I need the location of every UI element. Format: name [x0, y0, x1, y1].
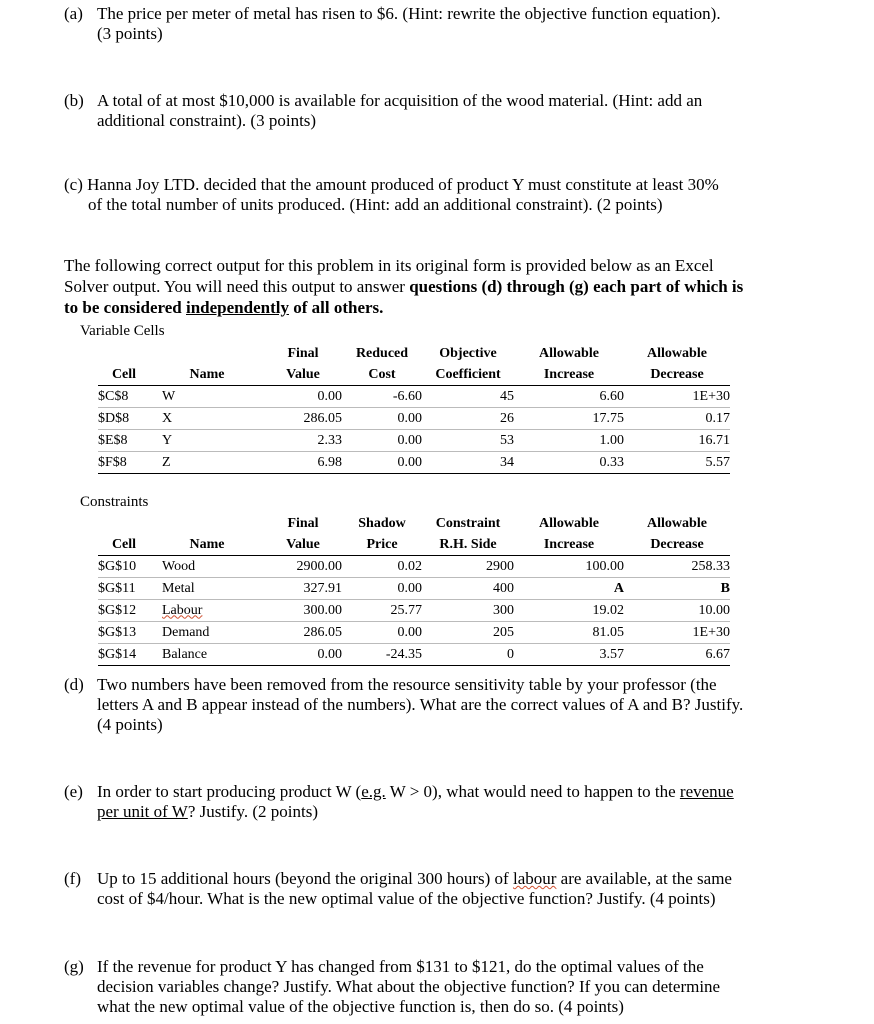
ct-h-bot-2: Value: [264, 534, 342, 556]
ct-row: [98, 644, 730, 666]
question-b-line1: A total of at most $10,000 is available for acquisition of the wood material. (Hint: add an: [97, 91, 703, 110]
variable-cells-header-top: [98, 343, 730, 364]
ct-row: [98, 556, 730, 578]
question-e-revenue: revenue: [679, 782, 734, 801]
ct-row: [98, 600, 730, 622]
question-f-line1: [97, 869, 732, 889]
vc-cell-text: X: [162, 410, 173, 426]
vc-cell-text: 286.05: [303, 410, 342, 426]
vc-cell-4: [422, 386, 514, 408]
vc-cell-4: [422, 430, 514, 452]
vc-cell-text: 26: [500, 410, 514, 426]
vc-cell-text: $E$8: [98, 432, 128, 448]
vc-h-bot-5: Increase: [514, 364, 624, 386]
vc-cell-1: [150, 430, 264, 452]
ct-cell-text: 300.00: [303, 602, 342, 618]
intro-line2-bold: questions (d) through (g) each part of which is: [409, 277, 744, 296]
vc-cell-6: [624, 430, 730, 452]
vc-cell-5: [514, 452, 624, 474]
vc-cell-text: 1.00: [599, 432, 624, 448]
ct-cell-text: 0: [507, 646, 514, 662]
ct-cell-text: $G$13: [98, 624, 137, 640]
ct-cell-text: 81.05: [592, 624, 624, 640]
vc-h-bot-4: Coefficient: [422, 364, 514, 386]
vc-cell-6: [624, 386, 730, 408]
vc-cell-text: 0.00: [397, 454, 422, 470]
ct-cell-text: $G$10: [98, 558, 137, 574]
question-f-line2: cost of $4/hour. What is the new optimal value of the objective function? Justify. (4 points): [97, 889, 716, 908]
question-e-line1: [97, 782, 734, 802]
ct-cell-text: 205: [493, 624, 514, 640]
ct-h-top-4: Constraint: [435, 515, 501, 531]
vc-cell-6: [624, 452, 730, 474]
ct-cell-3: [342, 622, 422, 644]
ct-row: [98, 578, 730, 600]
vc-cell-0: [98, 408, 150, 430]
ct-cell-text: $G$14: [98, 646, 137, 662]
vc-cell-text: Y: [162, 432, 173, 448]
vc-h-top-5: Allowable: [539, 345, 599, 361]
vc-cell-text: 2.33: [317, 432, 342, 448]
vc-h-bot-1: Name: [150, 364, 264, 386]
ct-cell-text: 258.33: [691, 558, 730, 574]
variable-cells-table: [98, 343, 730, 474]
constraints-header-bottom: [98, 534, 730, 556]
ct-cell-6: [624, 600, 730, 622]
question-f-text-b: are available, at the same: [556, 869, 732, 888]
vc-cell-1: [150, 452, 264, 474]
vc-h-top-1: [150, 343, 264, 364]
vc-cell-5: [514, 386, 624, 408]
vc-h-top-0: [98, 343, 150, 364]
vc-cell-5: [514, 408, 624, 430]
ct-cell-6: [624, 578, 730, 600]
question-d-label: (d): [64, 675, 84, 694]
ct-cell-5: [514, 600, 624, 622]
vc-h-top-2: Final: [287, 345, 319, 361]
vc-cell-4: [422, 408, 514, 430]
ct-h-top-3: Shadow: [358, 515, 406, 531]
ct-cell-text: $G$11: [98, 580, 136, 596]
ct-cell-6: [624, 556, 730, 578]
ct-cell-text: 0.00: [397, 580, 422, 596]
ct-cell-4: [422, 578, 514, 600]
question-a-line2: (3 points): [97, 24, 163, 43]
ct-cell-0: [98, 622, 150, 644]
ct-cell-5: [514, 578, 624, 600]
intro-line2-text: Solver output. You will need this output to answer: [64, 277, 410, 296]
ct-cell-text: -24.35: [385, 646, 422, 662]
ct-cell-text: B: [720, 580, 730, 596]
ct-cell-text: 327.91: [303, 580, 342, 596]
ct-h-top-6: Allowable: [647, 515, 707, 531]
vc-cell-4: [422, 452, 514, 474]
ct-cell-3: [342, 600, 422, 622]
ct-cell-text: 0.02: [397, 558, 422, 574]
vc-cell-text: 0.00: [397, 410, 422, 426]
ct-h-top-0: [98, 513, 150, 534]
vc-cell-text: 0.00: [317, 388, 342, 404]
ct-cell-text: 2900: [486, 558, 514, 574]
ct-cell-2: [264, 578, 342, 600]
ct-cell-2: [264, 600, 342, 622]
vc-cell-text: 0.33: [599, 454, 624, 470]
vc-cell-text: $C$8: [98, 388, 129, 404]
question-b-label: (b): [64, 91, 84, 110]
question-g-line3: what the new optimal value of the objective function is, then do so. (4 points): [97, 997, 624, 1016]
vc-cell-3: [342, 386, 422, 408]
ct-cell-0: [98, 600, 150, 622]
ct-h-bot-0: Cell: [98, 534, 150, 556]
ct-cell-text: A: [613, 580, 624, 596]
ct-cell-1: [150, 556, 264, 578]
vc-cell-2: [264, 452, 342, 474]
ct-cell-0: [98, 644, 150, 666]
ct-row: [98, 622, 730, 644]
vc-cell-text: 0.00: [397, 432, 422, 448]
ct-cell-text: Labour: [162, 602, 203, 618]
ct-cell-text: 10.00: [698, 602, 730, 618]
vc-cell-text: W: [162, 388, 176, 404]
question-g-line2: decision variables change? Justify. What about the objective function? If you can determine: [97, 977, 721, 996]
question-e-text-b: W > 0), what would need to happen to the: [385, 782, 680, 801]
intro-line2: [64, 276, 806, 297]
vc-cell-1: [150, 386, 264, 408]
question-e-line2: [97, 802, 318, 822]
question-a-line1: The price per meter of metal has risen to $6. (Hint: rewrite the objective function equation).: [97, 4, 721, 23]
question-c-line2: of the total number of units produced. (Hint: add an additional constraint). (2 points): [88, 195, 663, 214]
ct-cell-5: [514, 644, 624, 666]
ct-cell-text: 2900.00: [296, 558, 342, 574]
vc-cell-text: $D$8: [98, 410, 130, 426]
vc-row: [98, 386, 730, 408]
vc-cell-text: $F$8: [98, 454, 127, 470]
vc-cell-6: [624, 408, 730, 430]
ct-cell-0: [98, 556, 150, 578]
constraints-table: [98, 513, 730, 666]
ct-cell-0: [98, 578, 150, 600]
ct-cell-text: 0.00: [397, 624, 422, 640]
ct-cell-2: [264, 644, 342, 666]
intro-line3: [64, 297, 806, 318]
question-e-label: (e): [64, 782, 83, 801]
question-e-per-unit: per unit of W: [97, 802, 188, 821]
ct-cell-4: [422, 556, 514, 578]
question-g-line1: If the revenue for product Y has changed from $131 to $121, do the optimal values of the: [97, 957, 704, 976]
ct-cell-text: 1E+30: [692, 624, 730, 640]
question-e-text-c: ? Justify. (2 points): [187, 802, 318, 821]
ct-cell-1: [150, 622, 264, 644]
ct-cell-3: [342, 578, 422, 600]
ct-cell-4: [422, 644, 514, 666]
ct-h-bot-3: Price: [342, 534, 422, 556]
ct-h-bot-4: R.H. Side: [422, 534, 514, 556]
ct-cell-5: [514, 556, 624, 578]
question-d-line2: letters A and B appear instead of the numbers). What are the correct values of A and B? Justify.: [97, 695, 744, 714]
vc-cell-0: [98, 386, 150, 408]
question-b-line2: additional constraint). (3 points): [97, 111, 317, 130]
question-e-text-a: In order to start producing product W (: [97, 782, 362, 801]
vc-row: [98, 430, 730, 452]
vc-cell-text: 6.98: [317, 454, 342, 470]
vc-cell-0: [98, 430, 150, 452]
ct-cell-text: 6.67: [705, 646, 730, 662]
ct-cell-1: [150, 644, 264, 666]
vc-cell-1: [150, 408, 264, 430]
ct-cell-5: [514, 622, 624, 644]
vc-h-top-6: Allowable: [647, 345, 707, 361]
vc-cell-text: 34: [500, 454, 514, 470]
ct-h-top-2: Final: [287, 515, 319, 531]
vc-h-bot-6: Decrease: [624, 364, 730, 386]
intro-line3-text: to be considered: [64, 298, 186, 317]
solver-intro: [64, 255, 806, 318]
vc-h-top-3: Reduced: [355, 345, 409, 361]
vc-cell-text: 16.71: [698, 432, 730, 448]
vc-h-top-4: Objective: [439, 345, 497, 361]
ct-cell-text: 400: [493, 580, 514, 596]
vc-cell-3: [342, 452, 422, 474]
vc-row: [98, 452, 730, 474]
ct-cell-text: Wood: [162, 558, 196, 574]
vc-row: [98, 408, 730, 430]
question-c-line1: (c) Hanna Joy LTD. decided that the amount produced of product Y must constitute at least 30%: [64, 175, 719, 194]
vc-cell-text: 45: [500, 388, 514, 404]
ct-cell-4: [422, 622, 514, 644]
vc-cell-5: [514, 430, 624, 452]
vc-cell-0: [98, 452, 150, 474]
ct-cell-text: 286.05: [303, 624, 342, 640]
ct-cell-text: Demand: [162, 624, 210, 640]
ct-cell-text: 19.02: [592, 602, 624, 618]
constraints-title: Constraints: [80, 494, 149, 510]
vc-cell-text: 6.60: [599, 388, 624, 404]
vc-h-bot-2: Value: [264, 364, 342, 386]
question-d-line3: (4 points): [97, 715, 163, 734]
ct-cell-6: [624, 644, 730, 666]
ct-cell-6: [624, 622, 730, 644]
ct-cell-2: [264, 556, 342, 578]
vc-cell-2: [264, 408, 342, 430]
vc-cell-3: [342, 408, 422, 430]
variable-cells-title: Variable Cells: [80, 323, 165, 339]
question-f-text-a: Up to 15 additional hours (beyond the original 300 hours) of: [97, 869, 513, 888]
vc-h-bot-3: Cost: [342, 364, 422, 386]
ct-h-top-5: Allowable: [539, 515, 599, 531]
ct-cell-text: Balance: [162, 646, 208, 662]
question-e-eg: e.g.: [361, 782, 386, 801]
vc-cell-text: Z: [162, 454, 171, 470]
vc-cell-text: 17.75: [592, 410, 624, 426]
ct-cell-text: $G$12: [98, 602, 137, 618]
question-f-label: (f): [64, 869, 81, 888]
vc-cell-3: [342, 430, 422, 452]
vc-cell-text: 53: [500, 432, 514, 448]
variable-cells-header-bottom: [98, 364, 730, 386]
intro-line3-underlined: independently: [186, 298, 289, 317]
intro-line1: The following correct output for this problem in its original form is provided below as an Excel: [64, 256, 714, 275]
vc-cell-2: [264, 386, 342, 408]
ct-cell-3: [342, 644, 422, 666]
ct-cell-3: [342, 556, 422, 578]
ct-cell-text: 300: [493, 602, 514, 618]
ct-h-bot-6: Decrease: [624, 534, 730, 556]
question-d-line1: Two numbers have been removed from the resource sensitivity table by your professor (the: [97, 675, 717, 694]
ct-cell-1: [150, 600, 264, 622]
ct-cell-1: [150, 578, 264, 600]
intro-line3-end: of all others.: [288, 298, 384, 317]
ct-cell-text: 3.57: [599, 646, 624, 662]
vc-cell-2: [264, 430, 342, 452]
ct-cell-4: [422, 600, 514, 622]
vc-cell-text: -6.60: [392, 388, 422, 404]
ct-cell-text: 0.00: [317, 646, 342, 662]
ct-h-bot-1: Name: [150, 534, 264, 556]
vc-cell-text: 1E+30: [692, 388, 730, 404]
ct-h-bot-5: Increase: [514, 534, 624, 556]
vc-cell-text: 5.57: [705, 454, 730, 470]
question-a-label: (a): [64, 4, 83, 23]
ct-cell-text: 25.77: [390, 602, 422, 618]
vc-h-bot-0: Cell: [98, 364, 150, 386]
question-f-labour: labour: [512, 869, 557, 888]
question-g-label: (g): [64, 957, 84, 976]
constraints-header-top: [98, 513, 730, 534]
ct-cell-text: Metal: [162, 580, 195, 596]
vc-cell-text: 0.17: [705, 410, 730, 426]
ct-h-top-1: [150, 513, 264, 534]
ct-cell-text: 100.00: [585, 558, 624, 574]
ct-cell-2: [264, 622, 342, 644]
